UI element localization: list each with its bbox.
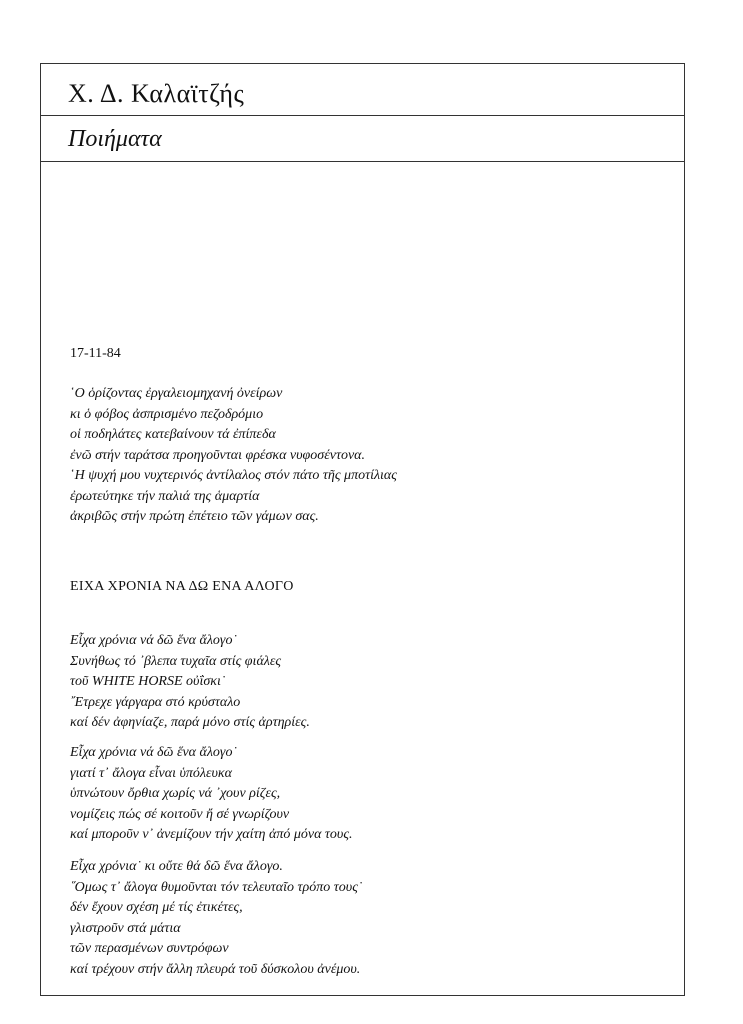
poem-line: Εἶχα χρόνια νά δῶ ἕνα ἄλογο˙ bbox=[70, 745, 238, 760]
poem-line: Συνήθως τό ᾿βλεπα τυχαῖα στίς φιάλες bbox=[70, 653, 282, 669]
poem-line: καί μποροῦν ν᾿ ἀνεμίζουν τήν χαίτη ἀπό μόνα τους. bbox=[70, 827, 353, 842]
poem-2-title: ΕΙΧΑ ΧΡΟΝΙΑ ΝΑ ΔΩ ΕΝΑ ΑΛΟΓΟ bbox=[70, 579, 294, 594]
poem-line: ἐρωτεύτηκε τήν παλιά της ἁμαρτία bbox=[70, 488, 260, 504]
book-title: Ποιήματα bbox=[68, 126, 162, 152]
poem-line: κι ὁ φόβος ἀσπρισμένο πεζοδρόμιο bbox=[70, 406, 264, 422]
poem-line: καί δέν ἀφηνίαζε, παρά μόνο στίς ἀρτηρίες. bbox=[70, 715, 310, 730]
poem-date: 17-11-84 bbox=[70, 346, 121, 361]
poem-line: οἱ ποδηλάτες κατεβαίνουν τά ἐπίπεδα bbox=[70, 427, 276, 442]
author-name: Χ. Δ. Καλαϊτζής bbox=[68, 79, 245, 108]
poem-line: ῎Ετρεχε γάργαρα στό κρύσταλο bbox=[70, 694, 241, 710]
poem-line: ῾Η ψυχή μου νυχτερινός ἀντίλαλος στόν πάτο τῆς μποτίλιας bbox=[70, 468, 397, 483]
poem-2-stanza-2 bbox=[70, 743, 353, 846]
poem-line: γιατί τ᾿ ἄλογα εἶναι ὑπόλευκα bbox=[70, 765, 232, 781]
poem-line: Εἶχα χρόνια˙ κι οὔτε θά δῶ ἕνα ἄλογο. bbox=[70, 859, 283, 874]
poem-1 bbox=[70, 384, 397, 528]
author-header bbox=[41, 64, 684, 116]
poem-line: ῞Ομως τ᾿ ἄλογα θυμοῦνται τόν τελευταῖο τρόπο τους˙ bbox=[70, 879, 363, 895]
poem-line: γλιστροῦν στά μάτια bbox=[70, 920, 181, 936]
poem-line: ῾Ο ὁρίζοντας ἐργαλειομηχανή ὀνείρων bbox=[70, 386, 283, 401]
book-title-header bbox=[41, 116, 684, 162]
poem-line: τῶν περασμένων συντρόφων bbox=[70, 941, 229, 956]
poem-line: ἐνῶ στήν ταράτσα προηγοῦνται φρέσκα νυφοσέντονα. bbox=[70, 447, 366, 463]
poem-line: τοῦ WHITE HORSE οὐΐσκι˙ bbox=[70, 674, 226, 689]
poem-line: νομίζεις πώς σέ κοιτοῦν ἤ σέ γνωρίζουν bbox=[70, 806, 290, 822]
poem-line: καί τρέχουν στήν ἄλλη πλευρά τοῦ δύσκολου ἀνέμου. bbox=[70, 961, 361, 977]
poem-line: Εἶχα χρόνια νά δῶ ἕνα ἄλογο˙ bbox=[70, 633, 238, 648]
poem-line: ὑπνώτουν ὄρθια χωρίς νά ᾿χουν ρίζες, bbox=[70, 786, 281, 801]
poem-2-stanza-1 bbox=[70, 631, 310, 734]
poem-line: ἀκριβῶς στήν πρώτη ἐπέτειο τῶν γάμων σας. bbox=[70, 509, 319, 524]
poem-line: δέν ἔχουν σχέση μέ τίς ἐτικέτες, bbox=[70, 900, 243, 915]
poem-2-stanza-3 bbox=[70, 857, 363, 980]
